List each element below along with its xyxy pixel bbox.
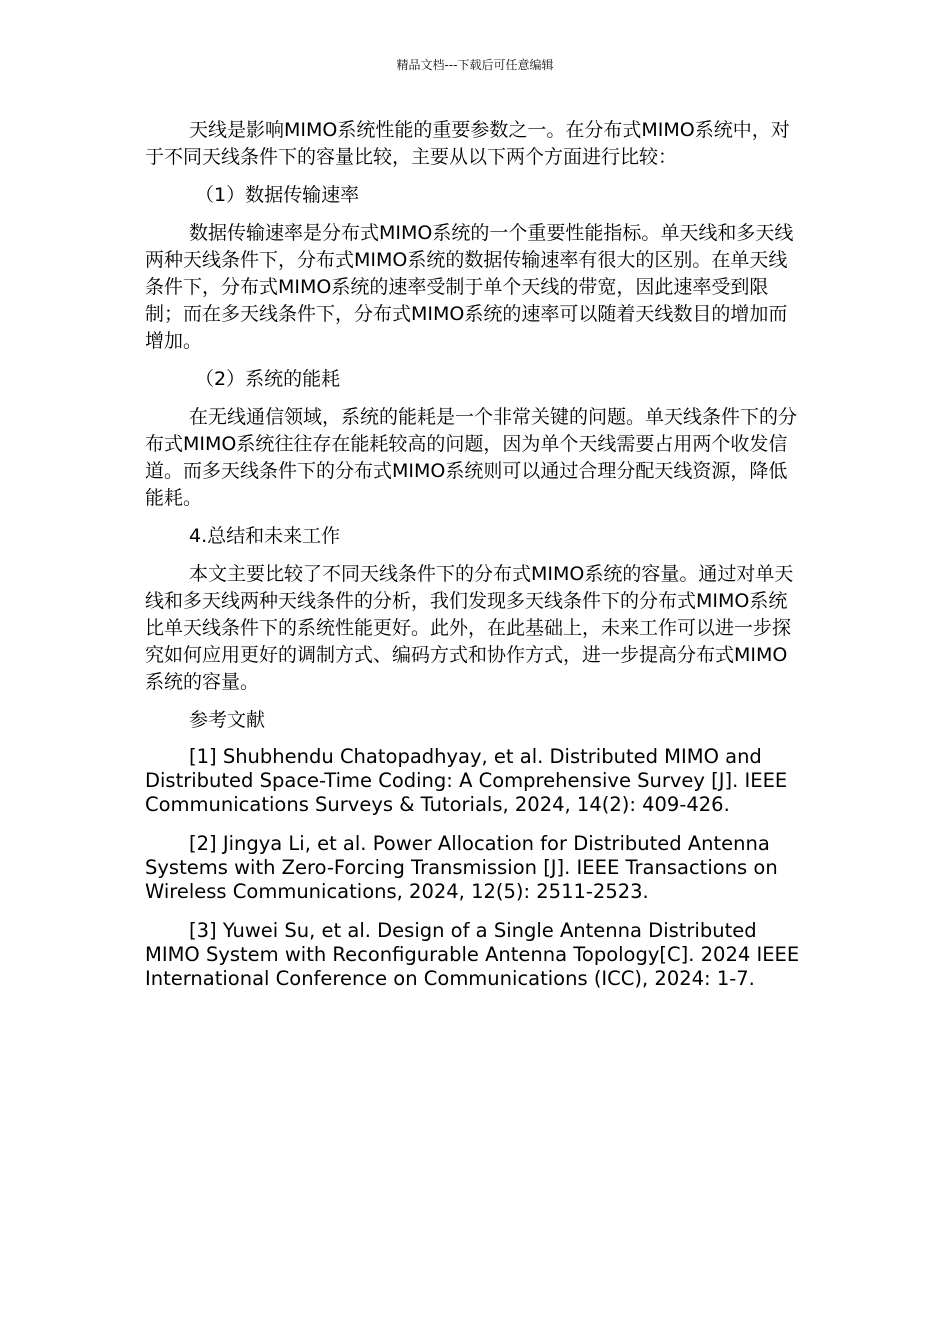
reference-item: [2] Jingya Li, et al. Power Allocation for Distributed Antenna Systems with Zero-Forcing Transmission [J]. IEEE Transactions on Wireless Communications, 2024, 12(5): 2511-2523. [145, 832, 778, 903]
intro-paragraph: 天线是影响MIMO系统性能的重要参数之一。在分布式MIMO系统中，对于不同天线条件下的容量比较，主要从以下两个方面进行比较： [145, 119, 790, 168]
reference-list [145, 745, 805, 991]
conclusion-paragraph: 本文主要比较了不同天线条件下的分布式MIMO系统的容量。通过对单天线和多天线两种天线条件的分析，我们发现多天线条件下的分布式MIMO系统比单天线条件下的系统性能更好。此外，在此基础上，未来工作可以进一步探究如何应用更好的调制方式、编码方式和协作方式，进一步提高分布式MIMO系统的容量。 [145, 563, 794, 693]
energy-paragraph: 在无线通信领域，系统的能耗是一个非常关键的问题。单天线条件下的分布式MIMO系统往往存在能耗较高的问题，因为单个天线需要占用两个收发信道。而多天线条件下的分布式MIMO系统则可以通过合理分配天线资源，降低能耗。 [145, 406, 798, 509]
references-heading: 参考文献 [189, 709, 266, 731]
document-body [145, 117, 805, 1006]
subsection-heading-data-rate: （1）数据传输速率 [195, 184, 360, 206]
data-rate-paragraph: 数据传输速率是分布式MIMO系统的一个重要性能指标。单天线和多天线两种天线条件下，分布式MIMO系统的数据传输速率有很大的区别。在单天线条件下，分布式MIMO系统的速率受制于单个天线的带宽，因此速率受到限制；而在多天线条件下，分布式MIMO系统的速率可以随着天线数目的增加而增加。 [145, 222, 794, 352]
page-header: 精品文档---下载后可任意编辑 [396, 58, 554, 72]
reference-item: [1] Shubhendu Chatopadhyay, et al. Distributed MIMO and Distributed Space-Time Coding: A Comprehensive Survey [J]. IEEE Communications Surveys & Tutorials, 2024, 14(2): 409-426. [145, 745, 788, 816]
reference-item: [3] Yuwei Su, et al. Design of a Single Antenna Distributed MIMO System with Reconfigurable Antenna Topology[C]. 2024 IEEE International Conference on Communications (ICC), 2024: 1-7. [145, 919, 800, 990]
subsection-heading-energy: （2）系统的能耗 [195, 368, 341, 390]
section-heading-conclusion: 4.总结和未来工作 [189, 525, 341, 547]
